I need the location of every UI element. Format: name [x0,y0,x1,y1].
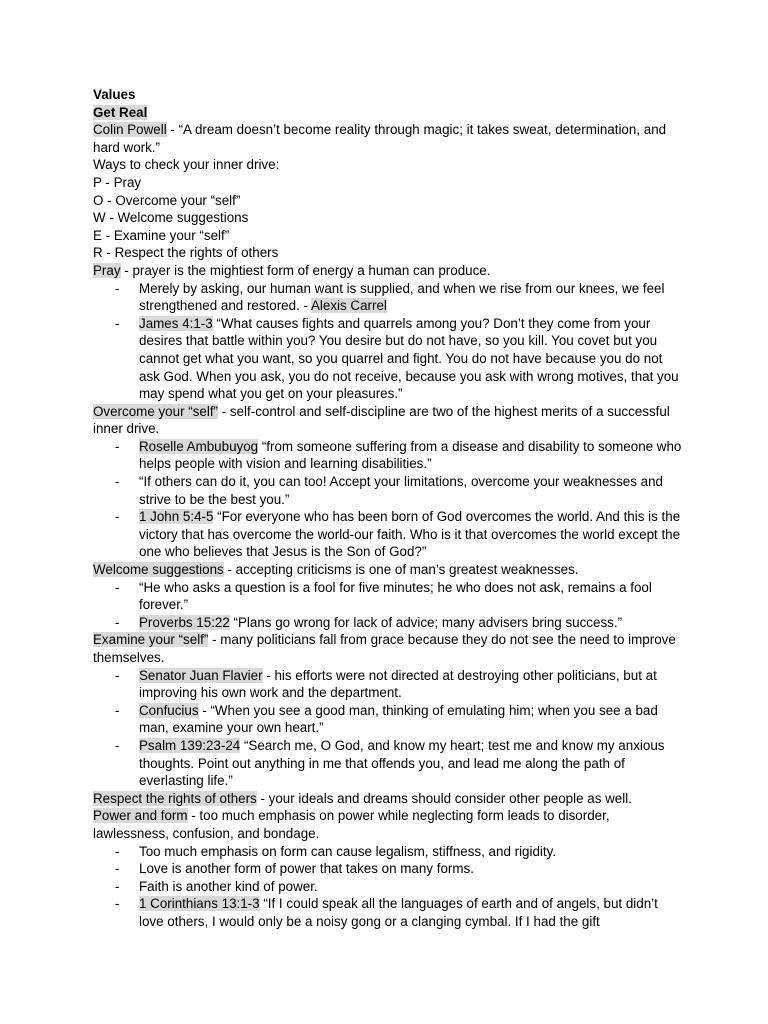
reference: Psalm 139:23-24 [139,737,241,753]
reference: Roselle Ambubuyog [139,438,259,454]
list-item: - Proverbs 15:22 “Plans go wrong for lack of advice; many advisers bring success.” [115,614,623,630]
list-item: - “If others can do it, you can too! Accept your limitations, overcome your weaknesses and strive to be the best you.” [115,474,663,507]
pray-term: Pray [93,262,121,278]
intro-quote [93,121,683,156]
examine-list [93,667,683,790]
document-title: Values [93,87,136,102]
welcome-term: Welcome suggestions [93,562,224,578]
acronym-p: P - Pray [93,174,142,190]
examine-term: Examine your “self” [93,632,209,648]
list-item: - Psalm 139:23-24 “Search me, O God, and know my heart; test me and know my anxious thoughts. Point out anything in me that offends you, and lead me along the path of everlasting life.” [115,737,665,789]
list-item: - Faith is another kind of power. [115,878,318,894]
section-heading: Get Real [93,104,148,120]
acronym-r: R - Respect the rights of others [93,245,279,261]
ways-label: Ways to check your inner drive: [93,157,280,173]
acronym-e: E - Examine your “self” [93,227,230,243]
reference: Alexis Carrel [310,298,387,314]
reference: 1 Corinthians 13:1-3 [139,896,260,912]
welcome-list [93,579,683,632]
reference: Proverbs 15:22 [139,614,230,630]
list-item: - Confucius - “When you see a good man, thinking of emulating him; when you see a bad man, examine your own heart.” [115,702,658,736]
acronym-w: W - Welcome suggestions [93,210,249,226]
overcome-list [93,438,683,561]
quote-text: - “A dream doesn’t become reality through magic; it takes sweat, determination, and hard work.” [93,122,667,155]
respect-term: Respect the rights of others [93,790,257,806]
list-item: - Love is another form of power that takes on many forms. [115,861,474,877]
quote-author: Colin Powell [93,122,167,138]
list-item: - Merely by asking, our human want is supplied, and when we rise from our knees, we feel strengthened and restored. - Alexis Carrel [115,280,665,314]
reference: Confucius [139,702,199,718]
list-item: - James 4:1-3 “What causes fights and quarrels among you? Don’t they come from your desires that battle within you? You desire but do not have, so you kill. You covet but you cannot get what you want, so you quarrel and fight. You do not have because you do not ask God. When you ask, you do not receive, because you ask with wrong motives, that you may spend what you get on your pleasures.” [115,315,679,402]
power-term: Power and form [93,808,188,824]
respect-paragraph: Respect the rights of others - your ideals and dreams should consider other people as well. [93,790,632,806]
reference: Senator Juan Flavier [139,667,263,683]
list-item: - Too much emphasis on form can cause legalism, stiffness, and rigidity. [115,843,557,859]
overcome-paragraph: Overcome your “self” - self-control and self-discipline are two of the highest merits of a successful inner drive. [93,403,670,437]
pray-paragraph: Pray - prayer is the mightiest form of energy a human can produce. [93,262,491,278]
power-list [93,843,683,931]
list-item: - 1 John 5:4-5 “For everyone who has been born of God overcomes the world. And this is the victory that has overcome the world-our faith. Who is it that overcomes the world except the one who believes that Jesus is the Son of God?” [115,509,681,560]
reference: 1 John 5:4-5 [139,509,214,525]
reference: James 4:1-3 [139,315,213,331]
pray-list [93,280,683,403]
list-item: - 1 Corinthians 13:1-3 “If I could speak all the languages of earth and of angels, but didn’t love others, I would only be a noisy gong or a clanging cymbal. If I had the gift [115,896,658,929]
acronym-o: O - Overcome your “self” [93,192,241,208]
welcome-paragraph: Welcome suggestions - accepting criticisms is one of man’s greatest weaknesses. [93,562,579,578]
list-item: - Roselle Ambubuyog “from someone suffering from a disease and disability to someone who helps people with vision and learning disabilities.” [115,438,682,472]
list-item: - Senator Juan Flavier - his efforts were not directed at destroying other politicians, but at improving his own work and the department. [115,667,657,701]
list-item: - “He who asks a question is a fool for five minutes; he who does not ask, remains a fool forever.” [115,579,652,613]
overcome-term: Overcome your “self” [93,403,219,419]
document-page [93,86,683,931]
power-paragraph: Power and form - too much emphasis on power while neglecting form leads to disorder, lawlessness, confusion, and bondage. [93,808,610,841]
examine-paragraph: Examine your “self” - many politicians fall from grace because they do not see the need to improve themselves. [93,632,676,665]
